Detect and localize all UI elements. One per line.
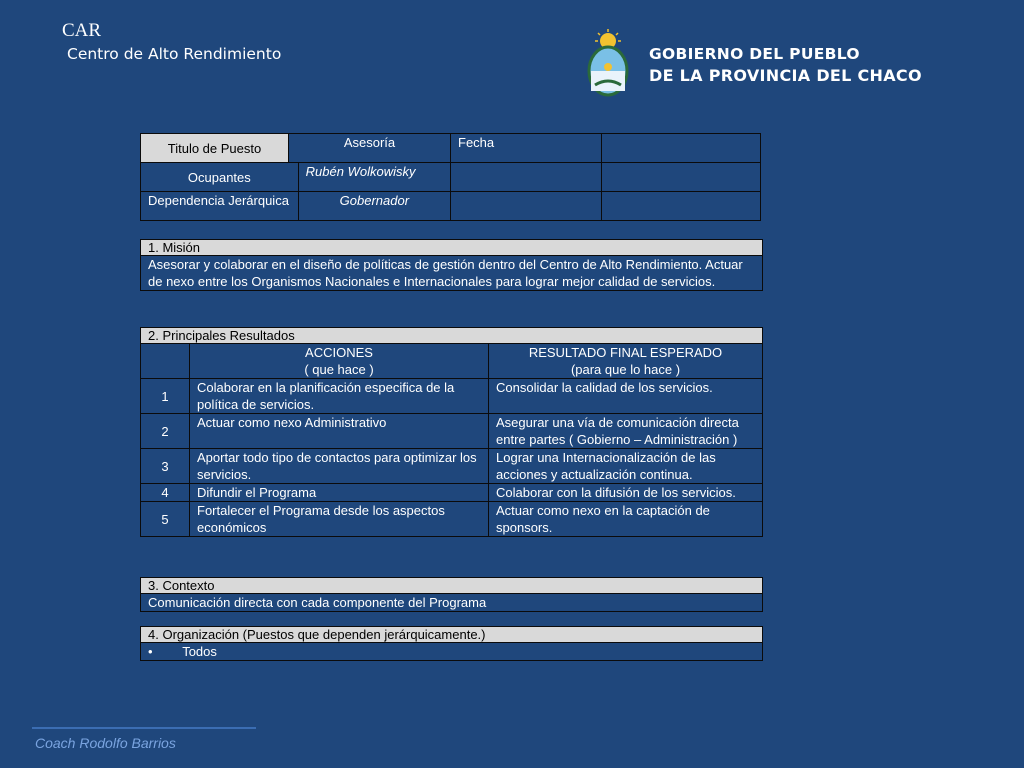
- mission-text: Asesorar y colaborar en el diseño de políticas de gestión dentro del Centro de Alto Rendimiento. Actuar de nexo entre los Organismos Nacionales e Internacionales para lograr mejor calidad de servicios.: [141, 256, 763, 291]
- results-table: [140, 327, 763, 537]
- empty-cell: [451, 163, 602, 192]
- logo-line1: GOBIERNO DEL PUEBLO: [649, 45, 860, 63]
- actions-column-header: [190, 344, 489, 379]
- organization-item: [141, 643, 763, 661]
- context-heading: 3. Contexto: [141, 578, 763, 594]
- page-subtitle: Centro de Alto Rendimiento: [67, 45, 282, 63]
- row-action: Actuar como nexo Administrativo: [190, 414, 489, 449]
- actions-header-sub: ( que hace ): [304, 362, 374, 377]
- row-number: 2: [141, 414, 190, 449]
- result-header-label: RESULTADO FINAL ESPERADO: [528, 345, 723, 360]
- row-result: Consolidar la calidad de los servicios.: [489, 379, 763, 414]
- row-action: Difundir el Programa: [190, 484, 489, 502]
- row-action: Fortalecer el Programa desde los aspectos económicos: [190, 502, 489, 537]
- empty-cell: [602, 163, 761, 192]
- occupants-value: Rubén Wolkowisky: [298, 163, 450, 192]
- page-title: CAR: [62, 20, 102, 41]
- row-number: 5: [141, 502, 190, 537]
- title-value: Asesoría: [289, 134, 451, 163]
- table-row: [141, 502, 763, 537]
- date-value: [602, 134, 761, 163]
- row-result: Lograr una Internacionalización de las acciones y actualización continua.: [489, 449, 763, 484]
- footer-divider: [32, 727, 256, 729]
- row-action: Aportar todo tipo de contactos para optimizar los servicios.: [190, 449, 489, 484]
- table-row: [141, 449, 763, 484]
- footer-author: Coach Rodolfo Barrios: [35, 735, 176, 751]
- row-result: Colaborar con la difusión de los servicios.: [489, 484, 763, 502]
- empty-cell: [451, 192, 602, 221]
- result-header-sub: (para que lo hace ): [570, 362, 681, 377]
- row-number: 4: [141, 484, 190, 502]
- occupants-label: Ocupantes: [141, 163, 299, 192]
- results-heading: 2. Principales Resultados: [141, 328, 763, 344]
- context-table: [140, 577, 763, 612]
- dependency-label: Dependencia Jerárquica: [141, 192, 299, 221]
- logo-line2: DE LA PROVINCIA DEL CHACO: [649, 66, 922, 85]
- empty-cell: [602, 192, 761, 221]
- results-corner-cell: [141, 344, 190, 379]
- date-label: Fecha: [451, 134, 602, 163]
- row-action: Colaborar en la planificación especifica de la política de servicios.: [190, 379, 489, 414]
- title-label: Titulo de Puesto: [141, 134, 289, 163]
- table-row: [141, 484, 763, 502]
- position-table: [140, 133, 761, 221]
- mission-heading: 1. Misión: [141, 240, 763, 256]
- table-row: [141, 414, 763, 449]
- row-result: Actuar como nexo en la captación de sponsors.: [489, 502, 763, 537]
- organization-table: [140, 626, 763, 661]
- province-seal-icon: [585, 29, 631, 101]
- actions-header-label: ACCIONES: [305, 345, 373, 360]
- government-logo: [585, 29, 933, 101]
- dependency-value: Gobernador: [298, 192, 450, 221]
- mission-table: [140, 239, 763, 291]
- organization-item-label: Todos: [182, 644, 217, 659]
- organization-heading: 4. Organización (Puestos que dependen jerárquicamente.): [141, 627, 763, 643]
- row-number: 3: [141, 449, 190, 484]
- row-number: 1: [141, 379, 190, 414]
- context-text: Comunicación directa con cada componente del Programa: [141, 594, 763, 612]
- result-column-header: [489, 344, 763, 379]
- bullet-icon: •: [148, 644, 153, 659]
- row-result: Asegurar una vía de comunicación directa entre partes ( Gobierno – Administración ): [489, 414, 763, 449]
- table-row: [141, 379, 763, 414]
